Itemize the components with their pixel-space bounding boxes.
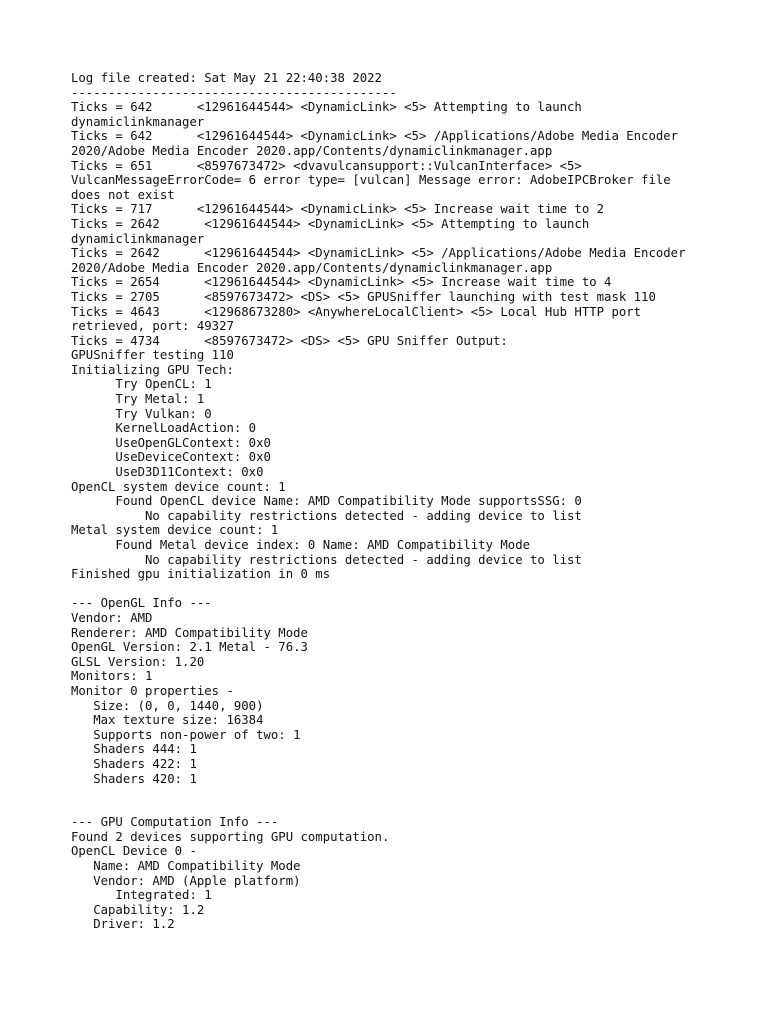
log-line: OpenGL Version: 2.1 Metal - 76.3 bbox=[71, 640, 308, 655]
log-line: Ticks = 717 <12961644544> <DynamicLink> <5> Increase wait time to 2 bbox=[71, 202, 605, 217]
log-line: Integrated: 1 bbox=[71, 888, 212, 903]
log-line: Renderer: AMD Compatibility Mode bbox=[71, 625, 308, 640]
log-line: Driver: 1.2 bbox=[71, 917, 175, 932]
log-line: Ticks = 4734 <8597673472> <DS> <5> GPU Sniffer Output: bbox=[71, 333, 508, 348]
log-line: No capability restrictions detected - adding device to list bbox=[71, 552, 582, 567]
log-line: Shaders 444: 1 bbox=[71, 742, 197, 757]
log-line: GPUSniffer testing 110 bbox=[71, 348, 234, 363]
log-line: Log file created: Sat May 21 22:40:38 2022 bbox=[71, 71, 382, 85]
log-line: Vendor: AMD bbox=[71, 610, 153, 625]
log-line: Found Metal device index: 0 Name: AMD Compatibility Mode bbox=[71, 538, 531, 552]
log-line: Max texture size: 16384 bbox=[71, 713, 264, 728]
log-line: Finished gpu initialization in 0 ms bbox=[71, 567, 331, 582]
log-line: Ticks = 2642 <12961644544> <DynamicLink> <5> Attempting to launch bbox=[71, 216, 590, 231]
log-line bbox=[71, 582, 721, 597]
log-line: does not exist bbox=[71, 187, 175, 202]
log-line: Size: (0, 0, 1440, 900) bbox=[71, 698, 264, 713]
log-line: Ticks = 2642 <12961644544> <DynamicLink> <5> /Applications/Adobe Media Encoder bbox=[71, 246, 686, 261]
log-line: --- OpenGL Info --- bbox=[71, 596, 212, 611]
log-line: UseOpenGLContext: 0x0 bbox=[71, 435, 271, 450]
log-line: -------------------------------------------- bbox=[71, 85, 397, 100]
log-line: No capability restrictions detected - adding device to list bbox=[71, 508, 582, 523]
log-line: Ticks = 651 <8597673472> <dvavulcansupport::VulcanInterface> <5> bbox=[71, 158, 582, 173]
log-line: GLSL Version: 1.20 bbox=[71, 654, 205, 669]
log-line: Found OpenCL device Name: AMD Compatibility Mode supportsSSG: 0 bbox=[71, 494, 582, 509]
log-line: UseDeviceContext: 0x0 bbox=[71, 450, 271, 465]
log-line: dynamiclinkmanager bbox=[71, 114, 205, 129]
log-line: Try OpenCL: 1 bbox=[71, 377, 212, 392]
log-line: Try Metal: 1 bbox=[71, 392, 205, 407]
log-line: Supports non-power of two: 1 bbox=[71, 727, 301, 742]
log-line: Monitors: 1 bbox=[71, 669, 153, 684]
log-line: 2020/Adobe Media Encoder 2020.app/Contents/dynamiclinkmanager.app bbox=[71, 260, 553, 275]
log-line: Ticks = 2705 <8597673472> <DS> <5> GPUSniffer launching with test mask 110 bbox=[71, 289, 656, 304]
log-line: Initializing GPU Tech: bbox=[71, 362, 234, 377]
log-line: Ticks = 642 <12961644544> <DynamicLink> <5> Attempting to launch bbox=[71, 100, 582, 115]
log-line: UseD3D11Context: 0x0 bbox=[71, 465, 264, 480]
log-line: Capability: 1.2 bbox=[71, 902, 205, 917]
log-line: Shaders 422: 1 bbox=[71, 756, 197, 771]
log-line: Vendor: AMD (Apple platform) bbox=[71, 873, 301, 888]
log-line: KernelLoadAction: 0 bbox=[71, 421, 257, 436]
log-line bbox=[71, 801, 721, 816]
log-line: OpenCL system device count: 1 bbox=[71, 479, 286, 494]
log-line: --- GPU Computation Info --- bbox=[71, 815, 279, 830]
log-line: Monitor 0 properties - bbox=[71, 683, 234, 698]
log-line: retrieved, port: 49327 bbox=[71, 319, 234, 334]
log-line: Metal system device count: 1 bbox=[71, 523, 279, 538]
log-text-block bbox=[71, 71, 721, 932]
log-line: Try Vulkan: 0 bbox=[71, 406, 212, 421]
log-line: VulcanMessageErrorCode= 6 error type= [vulcan] Message error: AdobeIPCBroker file bbox=[71, 173, 671, 188]
log-line: Ticks = 642 <12961644544> <DynamicLink> <5> /Applications/Adobe Media Encoder bbox=[71, 129, 679, 144]
log-line: Shaders 420: 1 bbox=[71, 771, 197, 786]
log-line: 2020/Adobe Media Encoder 2020.app/Contents/dynamiclinkmanager.app bbox=[71, 143, 553, 158]
log-line: Ticks = 4643 <12968673280> <AnywhereLocalClient> <5> Local Hub HTTP port bbox=[71, 304, 642, 319]
log-line: Found 2 devices supporting GPU computation. bbox=[71, 829, 390, 844]
log-line: OpenCL Device 0 - bbox=[71, 844, 197, 859]
log-line: Ticks = 2654 <12961644544> <DynamicLink> <5> Increase wait time to 4 bbox=[71, 275, 612, 290]
log-line: dynamiclinkmanager bbox=[71, 231, 205, 246]
log-line bbox=[71, 786, 721, 801]
log-line: Name: AMD Compatibility Mode bbox=[71, 859, 301, 874]
